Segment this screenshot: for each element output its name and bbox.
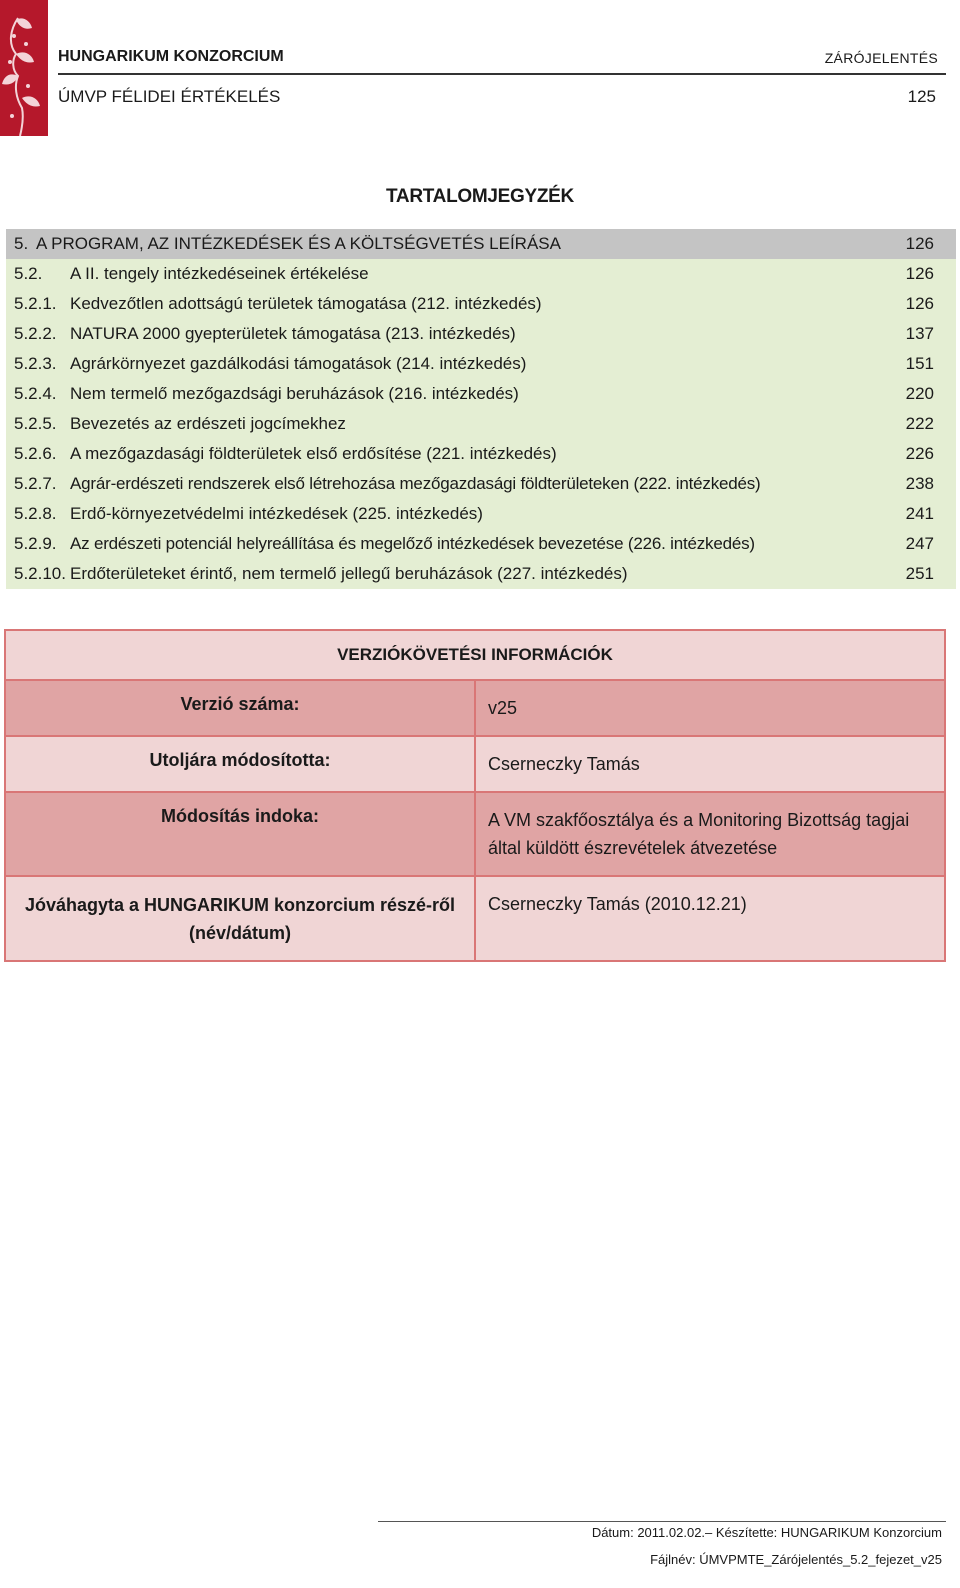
footer-date-author: Dátum: 2011.02.02.– Készítette: HUNGARIKUM Konzorcium bbox=[591, 1525, 942, 1540]
footer-filename: Fájlnév: ÚMVPMTE_Zárójelentés_5.2_fejezet_v25 bbox=[650, 1552, 942, 1567]
toc-entry[interactable] bbox=[6, 289, 956, 319]
table-row bbox=[5, 792, 945, 876]
toc-entry-text: Erdőterületeket érintő, nem termelő jellegű beruházások (227. intézkedés) bbox=[70, 564, 628, 583]
toc-entry-page: 126 bbox=[905, 264, 934, 283]
toc-entry[interactable] bbox=[6, 469, 956, 499]
toc-entry-page: 137 bbox=[905, 324, 934, 343]
header-subtitle: ÚMVP FÉLIDEI ÉRTÉKELÉS bbox=[58, 87, 281, 106]
toc-entry[interactable] bbox=[6, 349, 956, 379]
header-divider bbox=[58, 73, 946, 75]
header-organization: HUNGARIKUM KONZORCIUM bbox=[58, 48, 284, 65]
toc-entry-page: 222 bbox=[905, 414, 934, 433]
tulip-logo-icon bbox=[0, 0, 48, 136]
toc-entry-number: 5.2. bbox=[14, 264, 43, 283]
version-table-title: VERZIÓKÖVETÉSI INFORMÁCIÓK bbox=[5, 630, 945, 680]
toc-entry-text: Bevezetés az erdészeti jogcímekhez bbox=[70, 414, 346, 433]
toc-entry-number: 5.2.2. bbox=[14, 324, 57, 343]
toc-title: TARTALOMJEGYZÉK bbox=[386, 186, 574, 207]
toc-entry[interactable] bbox=[6, 439, 956, 469]
toc-entry-number: 5.2.6. bbox=[14, 444, 57, 463]
toc-entry-number: 5.2.8. bbox=[14, 504, 57, 523]
toc-entry-page: 220 bbox=[905, 384, 934, 403]
page-number: 125 bbox=[907, 87, 936, 106]
table-row bbox=[5, 876, 945, 961]
toc-entry[interactable] bbox=[6, 499, 956, 529]
header-document-type: ZÁRÓJELENTÉS bbox=[824, 50, 938, 66]
toc-entry-number: 5. bbox=[14, 234, 29, 253]
table-of-contents bbox=[6, 229, 956, 589]
toc-entry[interactable] bbox=[6, 379, 956, 409]
toc-entry[interactable] bbox=[6, 409, 956, 439]
approved-by-label: Jóváhagyta a HUNGARIKUM konzorcium részé-ről (név/dátum) bbox=[5, 876, 475, 961]
toc-entry-text: Agrárkörnyezet gazdálkodási támogatások (214. intézkedés) bbox=[70, 354, 527, 373]
toc-entry-page: 238 bbox=[905, 474, 934, 493]
toc-entry-text: A PROGRAM, AZ INTÉZKEDÉSEK ÉS A KÖLTSÉGVETÉS LEÍRÁSA bbox=[36, 234, 561, 253]
toc-entry-page: 126 bbox=[905, 234, 934, 253]
toc-entry-text: Az erdészeti potenciál helyreállítása és megelőző intézkedések bevezetése (226. intézkedés) bbox=[70, 534, 755, 553]
toc-entry-text: A II. tengely intézkedéseinek értékelése bbox=[70, 264, 369, 283]
toc-entry[interactable] bbox=[6, 559, 956, 589]
toc-entry[interactable] bbox=[6, 319, 956, 349]
toc-entry-number: 5.2.5. bbox=[14, 414, 57, 433]
toc-entry-text: A mezőgazdasági földterületek első erdősítése (221. intézkedés) bbox=[70, 444, 557, 463]
toc-entry-number: 5.2.4. bbox=[14, 384, 57, 403]
toc-entry[interactable] bbox=[6, 259, 956, 289]
toc-entry-page: 151 bbox=[905, 354, 934, 373]
toc-entry-page: 251 bbox=[905, 564, 934, 583]
version-number-value: v25 bbox=[475, 680, 945, 736]
last-modified-by-value: Cserneczky Tamás bbox=[475, 736, 945, 792]
toc-entry-text: Nem termelő mezőgazdsági beruházások (216. intézkedés) bbox=[70, 384, 519, 403]
toc-entry-number: 5.2.1. bbox=[14, 294, 57, 313]
toc-entry-page: 126 bbox=[905, 294, 934, 313]
toc-entry-text: NATURA 2000 gyepterületek támogatása (213. intézkedés) bbox=[70, 324, 516, 343]
toc-entry-number: 5.2.9. bbox=[14, 534, 57, 553]
version-info-table bbox=[4, 629, 946, 962]
toc-entry-number: 5.2.10. bbox=[14, 564, 66, 583]
approved-by-value: Cserneczky Tamás (2010.12.21) bbox=[475, 876, 945, 961]
last-modified-by-label: Utoljára módosította: bbox=[5, 736, 475, 792]
modification-reason-label: Módosítás indoka: bbox=[5, 792, 475, 876]
logo bbox=[0, 0, 48, 136]
toc-entry-page: 226 bbox=[905, 444, 934, 463]
toc-entry-number: 5.2.7. bbox=[14, 474, 57, 493]
toc-entry-page: 247 bbox=[905, 534, 934, 553]
toc-entry-main[interactable] bbox=[6, 229, 956, 259]
toc-entry-text: Agrár-erdészeti rendszerek első létrehozása mezőgazdasági földterületeken (222. intézkedés) bbox=[70, 474, 761, 493]
toc-entry-text: Kedvezőtlen adottságú területek támogatása (212. intézkedés) bbox=[70, 294, 542, 313]
table-row bbox=[5, 736, 945, 792]
version-number-label: Verzió száma: bbox=[5, 680, 475, 736]
toc-entry[interactable] bbox=[6, 529, 956, 559]
toc-entry-page: 241 bbox=[905, 504, 934, 523]
modification-reason-value: A VM szakfőosztálya és a Monitoring Bizottság tagjai által küldött észrevételek átvezetése bbox=[475, 792, 945, 876]
table-row bbox=[5, 680, 945, 736]
toc-entry-text: Erdő-környezetvédelmi intézkedések (225. intézkedés) bbox=[70, 504, 483, 523]
toc-entry-number: 5.2.3. bbox=[14, 354, 57, 373]
footer-divider bbox=[378, 1521, 946, 1522]
